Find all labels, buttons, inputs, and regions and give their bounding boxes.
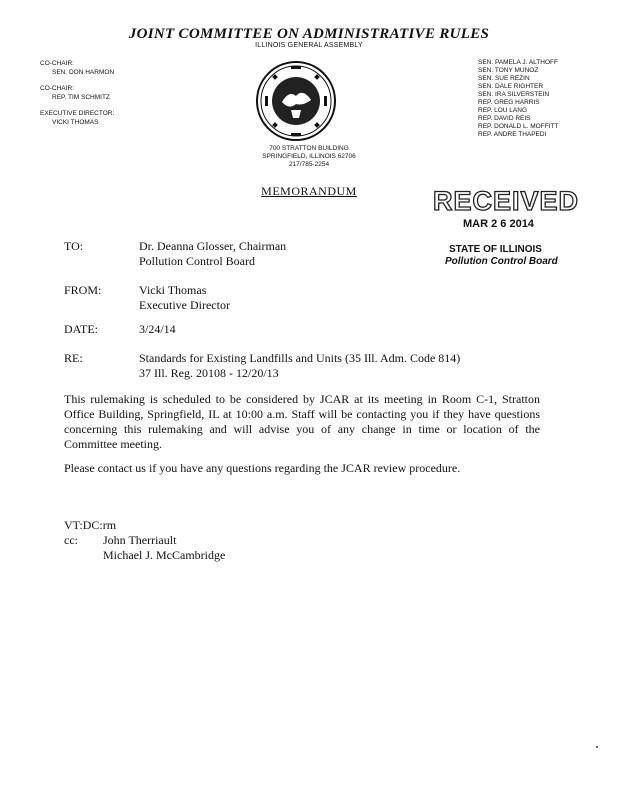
member-name: SEN. SUE REZIN — [478, 75, 530, 82]
stamp-date: MAR 2 6 2014 — [463, 218, 534, 230]
from-sender — [139, 283, 230, 313]
scan-speck — [596, 746, 598, 748]
member-name: SEN. TONY MUNOZ — [478, 67, 539, 74]
date-value: 3/24/14 — [139, 322, 176, 336]
re-subject — [139, 351, 460, 381]
stamp-board: Pollution Control Board — [445, 256, 558, 267]
date-label: DATE: — [64, 322, 98, 336]
from-label: FROM: — [64, 283, 102, 297]
address-phone: 217/785-2254 — [288, 161, 330, 168]
to-line-2: Pollution Control Board — [139, 254, 256, 268]
to-line-1: Dr. Deanna Glosser, Chairman — [139, 239, 287, 253]
co-chair-2-label: CO-CHAIR: — [40, 85, 74, 92]
committee-subtitle: ILLINOIS GENERAL ASSEMBLY — [255, 42, 363, 49]
stamp-state: STATE OF ILLINOIS — [449, 244, 542, 255]
cc-recipient-1: John Therriault — [103, 533, 177, 547]
cc-list — [103, 533, 225, 563]
address-line-1: 700 STRATTON BUILDING — [269, 145, 349, 152]
co-chair-1-label: CO-CHAIR: — [40, 60, 74, 67]
body-paragraph-2: Please contact us if you have any questions regarding the JCAR review procedure. — [64, 461, 461, 475]
exec-director-name: VICKI THOMAS — [52, 119, 99, 126]
member-name: REP. DONALD L. MOFFITT — [478, 123, 559, 130]
address-line-2: SPRINGFIELD, ILLINOIS 62706 — [262, 153, 356, 160]
members-list — [478, 59, 558, 139]
re-line-1: Standards for Existing Landfills and Units (35 Ill. Adm. Code 814) — [139, 351, 461, 365]
state-seal-icon — [255, 60, 337, 142]
member-name: SEN. PAMELA J. ALTHOFF — [478, 59, 558, 66]
officers-block — [40, 59, 114, 127]
committee-title: JOINT COMMITTEE ON ADMINISTRATIVE RULES — [128, 26, 490, 42]
member-name: REP. LOU LANG — [478, 107, 528, 114]
received-stamp — [427, 186, 580, 267]
to-recipient — [139, 239, 286, 269]
co-chair-2-name: REP. TIM SCHMITZ — [52, 94, 110, 101]
member-name: REP. GREG HARRIS — [478, 99, 540, 106]
committee-address — [0, 145, 618, 169]
exec-director-label: EXECUTIVE DIRECTOR: — [40, 110, 115, 117]
memo-heading: MEMORANDUM — [261, 184, 357, 198]
typist-initials: VT:DC:rm — [64, 518, 117, 532]
cc-label: cc: — [64, 533, 78, 547]
from-line-2: Executive Director — [139, 298, 230, 312]
member-name: SEN. DALE RIGHTER — [478, 83, 544, 90]
member-name: REP. ANDRE THAPEDI — [478, 131, 547, 138]
from-line-1: Vicki Thomas — [139, 283, 207, 297]
to-label: TO: — [64, 239, 84, 253]
member-name: REP. DAVID REIS — [478, 115, 531, 122]
stamp-received-text: RECEIVED — [433, 186, 580, 216]
member-name: SEN. IRA SILVERSTEIN — [478, 91, 550, 98]
co-chair-1-name: SEN. DON HARMON — [52, 69, 115, 76]
re-label: RE: — [64, 351, 83, 365]
body-paragraph-1: This rulemaking is scheduled to be considered by JCAR at its meeting in Room C-1, Stratton Office Building, Springfield, IL at 10:00 a.m. Staff will be contacting you if they have questions concerning this rulemaking and will advise you of any change in time or location of the Committee meeting. — [64, 392, 540, 451]
cc-recipient-2: Michael J. McCambridge — [103, 548, 226, 562]
re-line-2: 37 Ill. Reg. 20108 - 12/20/13 — [139, 366, 279, 380]
